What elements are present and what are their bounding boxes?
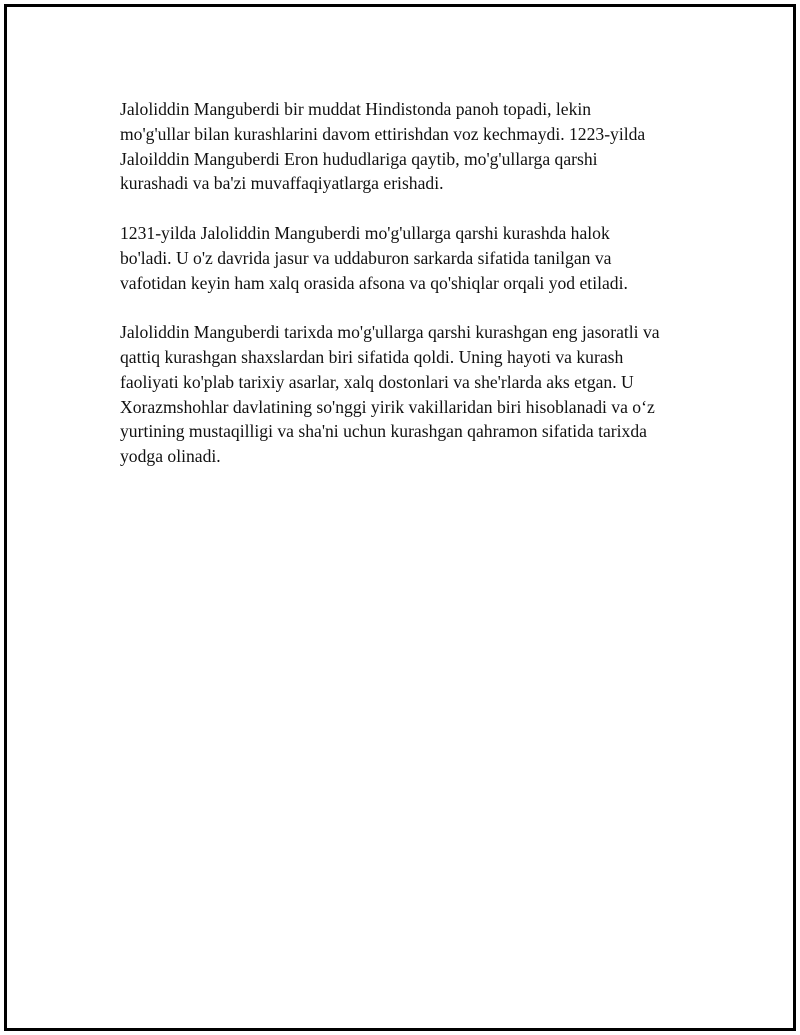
text-line: bo'ladi. U o'z davrida jasur va uddaburon sarkarda sifatida tanilgan va (120, 247, 612, 268)
paragraph-3 (120, 320, 705, 469)
text-line: Jaloliddin Manguberdi tarixda mo'g'ullarga qarshi kurashgan eng jasoratli va (120, 322, 660, 343)
text-line: faoliyati ko'plab tarixiy asarlar, xalq dostonlari va she'rlarda aks etgan. U (120, 371, 634, 392)
text-line: Xorazmshohlar davlatining so'nggi yirik vakillaridan biri hisoblanadi va o‘z (120, 396, 655, 417)
paragraph-2 (120, 221, 705, 295)
paragraph-1 (120, 97, 705, 196)
text-line: kurashadi va ba'zi muvaffaqiyatlarga erishadi. (120, 173, 444, 194)
text-line: Jaloilddin Manguberdi Eron hududlariga qaytib, mo'g'ullarga qarshi (120, 148, 598, 169)
text-line: 1231-yilda Jaloliddin Manguberdi mo'g'ullarga qarshi kurashda halok (120, 222, 610, 243)
document-body (120, 97, 705, 494)
text-line: yodga olinadi. (120, 446, 221, 467)
text-line: vafotidan keyin ham xalq orasida afsona va qo'shiqlar orqali yod etiladi. (120, 272, 628, 293)
text-line: Jaloliddin Manguberdi bir muddat Hindistonda panoh topadi, lekin (120, 99, 592, 119)
document-page (4, 4, 796, 1031)
text-line: yurtining mustaqilligi va sha'ni uchun kurashgan qahramon sifatida tarixda (120, 421, 647, 442)
text-line: qattiq kurashgan shaxslardan biri sifatida qoldi. Uning hayoti va kurash (120, 346, 624, 367)
text-line: mo'g'ullar bilan kurashlarini davom ettirishdan voz kechmaydi. 1223-yilda (120, 123, 646, 144)
